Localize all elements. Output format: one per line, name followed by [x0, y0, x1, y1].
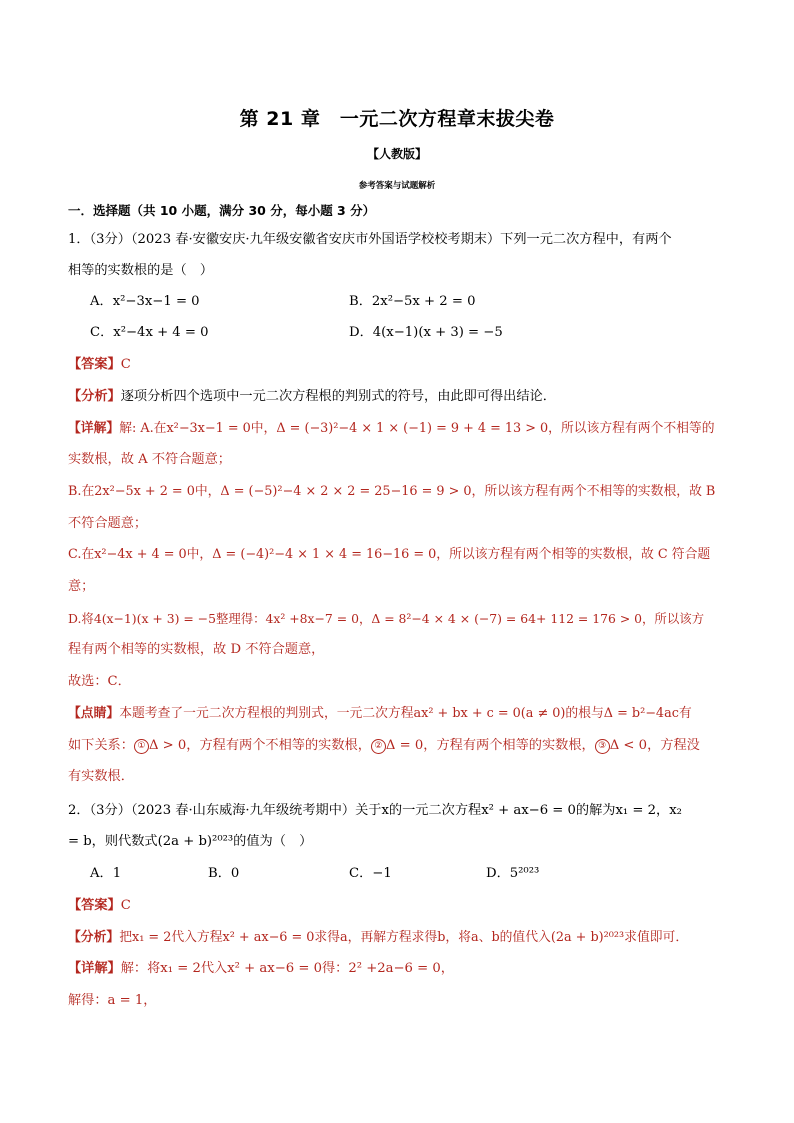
analysis-tag: 【分析】: [68, 930, 120, 945]
q2-option-a: A．1: [90, 866, 122, 881]
answer-tag: 【答案】: [68, 898, 121, 913]
q2-stem-line1: 2．（3分）（2023 春·山东威海·九年级统考期中）关于x的一元二次方程x² + ax−6 = 0的解为x₁ = 2，x₂: [68, 803, 682, 818]
q1-detail-line9: 故选：C．: [68, 674, 131, 689]
analysis-tag: 【分析】: [68, 389, 121, 404]
q1-detail-line3: B.在2x²−5x + 2 = 0中，Δ = (−5)²−4 × 2 × 2 = 25−16 = 9 > 0，所以该方程有两个不相等的实数根，故 B: [68, 484, 716, 499]
q2-option-c: C．−1: [349, 866, 392, 881]
q1-comment-line2: [68, 736, 728, 756]
q2-option-b: B．0: [208, 866, 240, 881]
comment-part: Δ > 0，方程有两个不相等的实数根，: [148, 738, 371, 753]
q1-detail-line4: 不符合题意；: [68, 516, 148, 531]
q1-option-c: C．x²−4x + 4 = 0: [90, 325, 209, 340]
q2-answer: [68, 896, 728, 916]
detail-text: 解: A.在x²−3x−1 = 0中，Δ = (−3)²−4 × 1 × (−1) = 9 + 4 = 13 > 0，所以该方程有两个不相等的: [119, 421, 715, 436]
q1-comment-line1: [68, 704, 728, 724]
q2-analysis: [68, 928, 728, 948]
q1-analysis: [68, 387, 728, 407]
q1-comment-line3: 有实数根．: [68, 769, 134, 784]
comment-text: 本题考查了一元二次方程根的判别式，一元二次方程ax² + bx + c = 0(a ≠ 0)的根与Δ = b²−4ac有: [119, 706, 692, 721]
q1-detail-line1: [68, 419, 728, 439]
q1-detail-line2: 实数根，故 A 不符合题意；: [68, 452, 231, 467]
answer-value: C: [120, 898, 131, 913]
q1-detail-line6: 意；: [68, 579, 95, 594]
q1-detail-line8: 程有两个相等的实数根，故 D 不符合题意，: [68, 642, 325, 657]
circled-three: ③: [595, 739, 610, 754]
answer-value: C: [120, 357, 131, 372]
q1-option-d: D．4(x−1)(x + 3) = −5: [349, 325, 503, 340]
q1-detail-line5: C.在x²−4x + 4 = 0中，Δ = (−4)²−4 × 1 × 4 = 16−16 = 0，所以该方程有两个相等的实数根，故 C 符合题: [68, 547, 711, 562]
answer-note: 参考答案与试题解析: [358, 181, 436, 191]
q1-answer: [68, 355, 728, 375]
comment-part: Δ = 0，方程有两个相等的实数根，: [385, 738, 595, 753]
page-title: 第 21 章 一元二次方程章末拔尖卷: [239, 108, 555, 130]
detail-tag: 【详解】: [68, 421, 120, 436]
q2-detail-line2: 解得：a = 1，: [68, 993, 157, 1008]
q1-option-a: A．x²−3x−1 = 0: [90, 294, 200, 309]
circled-two: ②: [371, 739, 386, 754]
answer-tag: 【答案】: [68, 357, 121, 372]
edition-label: 【人教版】: [366, 147, 427, 161]
q1-detail-line7: D.将4(x−1)(x + 3) = −5整理得：4x² +8x−7 = 0，Δ = 8²−4 × 4 × (−7) = 64+ 112 = 176 > 0，所以该方: [68, 611, 704, 626]
q1-stem-line1: 1．（3分）（2023 春·安徽安庆·九年级安徽省安庆市外国语学校校考期末）下列一元二次方程中，有两个: [68, 232, 672, 247]
q2-option-d: D．5²⁰²³: [486, 866, 540, 881]
q1-stem-line2: 相等的实数根的是（ ）: [68, 263, 214, 278]
detail-tag: 【详解】: [68, 961, 121, 976]
analysis-text: 逐项分析四个选项中一元二次方程根的判别式的符号，由此即可得出结论．: [120, 389, 556, 404]
comment-part: 如下关系：: [68, 738, 134, 753]
comment-tag: 【点睛】: [68, 706, 120, 721]
detail-text: 解：将x₁ = 2代入x² + ax−6 = 0得：2² +2a−6 = 0，: [120, 961, 454, 976]
q2-stem-line2: = b，则代数式(2a + b)²⁰²³的值为（ ）: [68, 834, 313, 849]
q2-detail-line1: [68, 959, 728, 979]
q1-option-b: B．2x²−5x + 2 = 0: [349, 294, 476, 309]
circled-one: ①: [134, 739, 149, 754]
analysis-text: 把x₁ = 2代入方程x² + ax−6 = 0求得a，再解方程求得b，将a、b的值代入(2a + b)²⁰²³求值即可．: [119, 930, 689, 945]
comment-part: Δ < 0，方程没: [609, 738, 700, 753]
section-heading: 一．选择题（共 10 小题，满分 30 分，每小题 3 分）: [68, 203, 376, 218]
